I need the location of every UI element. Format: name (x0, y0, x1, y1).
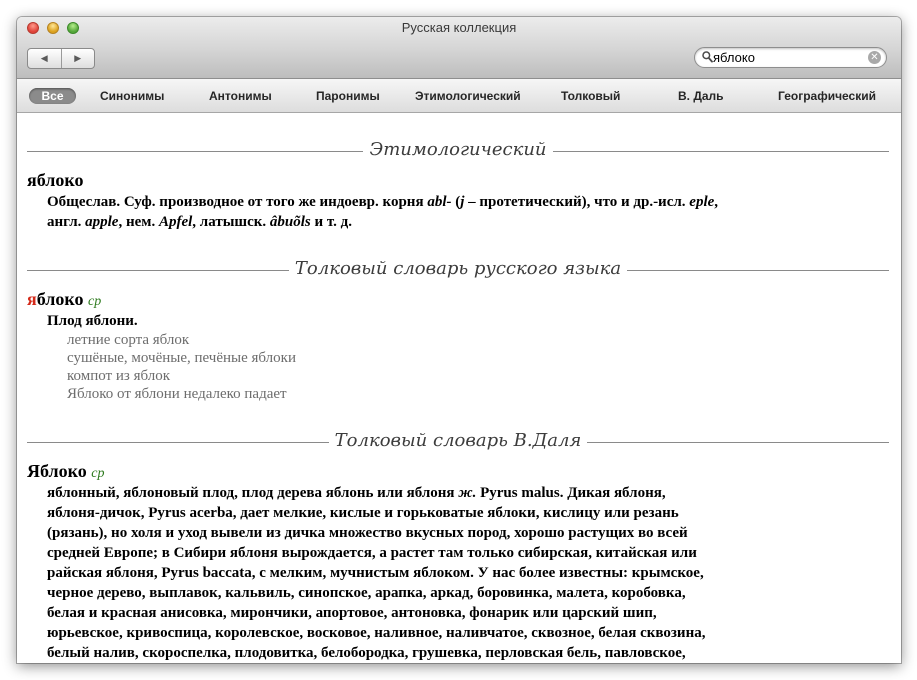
text-line: (рязань), но холя и уход вывели из дичка множество вкусных пород, хорошо растущих во всей (47, 525, 688, 541)
example: сушёные, мочёные, печёные яблоки (67, 350, 296, 366)
back-button[interactable] (28, 49, 61, 68)
italic-term: j (460, 194, 465, 210)
text-line: средней Европе; в Сибири яблоня вырождается, а растет там только сибирская, китайская или (47, 545, 697, 561)
text: – протетический), что и др.-исл. (464, 194, 690, 210)
text: , (714, 194, 719, 210)
text-line: черное дерево, выплавок, кальвиль, синопское, арапка, аркад, боровинка, малета, коробовка, (47, 585, 686, 601)
examples-list (67, 331, 296, 403)
italic-term: abl- (427, 194, 452, 210)
example: Яблоко от яблони недалеко падает (67, 386, 287, 402)
tab-etymological[interactable]: Этимологический (415, 89, 521, 103)
text: и т. д. (310, 214, 352, 230)
text: Общеслав. Суф. производное от того же индоевр. корня (47, 194, 428, 210)
forward-button[interactable] (61, 49, 95, 68)
section-title: Толковый словарь русского языка (289, 258, 627, 279)
text: , латышск. (192, 214, 270, 230)
stress-letter: я (27, 289, 37, 309)
section-header-etymological (27, 139, 889, 163)
text: яблонный, яблоновый плод, плод дерева яблонь или яблоня (47, 485, 459, 501)
toolbar (17, 17, 901, 79)
headword: яблоко (27, 170, 84, 190)
clear-search-icon[interactable]: ✕ (868, 51, 881, 64)
text: ( (451, 194, 461, 210)
italic-term: Apfel (158, 214, 193, 230)
text: , нем. (118, 214, 159, 230)
tab-dahl[interactable]: В. Даль (678, 89, 724, 103)
tab-paronyms[interactable]: Паронимы (316, 89, 380, 103)
headword (27, 289, 101, 310)
navigation-buttons (27, 48, 95, 69)
section-title: Этимологический (363, 139, 552, 160)
headword (27, 461, 105, 482)
grammar-label: ср (88, 294, 102, 309)
grammar-label: ср (91, 466, 105, 481)
italic-term: ж. (458, 485, 477, 501)
etymology-line (47, 212, 718, 232)
text-line: белый налив, скороспелка, плодовитка, белобородка, грушевка, перловская бель, павловское, (47, 645, 686, 661)
etymology-text (47, 192, 718, 232)
italic-term: apple (85, 214, 119, 230)
search-icon (702, 51, 713, 63)
back-arrow-icon: ◀ (40, 53, 48, 63)
italic-term: âbuõls (269, 214, 311, 230)
tab-explanatory[interactable]: Толковый (561, 89, 621, 103)
search-field[interactable] (694, 47, 887, 68)
etymology-line (47, 192, 718, 212)
tab-synonyms[interactable]: Синонимы (100, 89, 165, 103)
text-line: юрьевское, кривоспица, королевское, восковое, наливное, наливчатое, сквозное, белая сквозина, (47, 625, 706, 641)
results-content (17, 113, 901, 663)
app-window (17, 17, 901, 663)
tab-all[interactable]: Все (29, 88, 76, 104)
forward-arrow-icon: ▶ (74, 53, 82, 63)
text-line: белая и красная анисовка, мирончики, апортовое, антоновка, фонарик или царский шип, (47, 605, 657, 621)
text: англ. (47, 214, 86, 230)
definition: Плод яблони. (47, 313, 138, 329)
headword-rest: блоко (36, 289, 84, 309)
text-line: райская яблоня, Pyrus baccata, с мелким, мучнистым яблоком. У нас более известны: крымское, (47, 565, 704, 581)
tab-antonyms[interactable]: Антонимы (209, 89, 272, 103)
section-header-dahl (27, 430, 889, 454)
italic-term: eple (689, 194, 715, 210)
section-header-explanatory (27, 258, 889, 282)
section-title: Толковый словарь В.Даля (329, 430, 588, 451)
example: компот из яблок (67, 368, 171, 384)
text-line (47, 483, 847, 503)
headword-text: Яблоко (27, 461, 87, 481)
search-input[interactable] (713, 50, 861, 65)
dahl-definition (47, 483, 847, 663)
tab-geographic[interactable]: Географический (778, 89, 876, 103)
text-line: яблоня-дичок, Pyrus acerba, дает мелкие, кислые и горьковатые яблоки, кислицу или резань (47, 505, 679, 521)
dictionary-tabs (17, 79, 901, 113)
text: Pyrus malus. Дикая яблоня, (476, 485, 666, 501)
example: летние сорта яблок (67, 332, 190, 348)
window-title: Русская коллекция (401, 20, 517, 35)
